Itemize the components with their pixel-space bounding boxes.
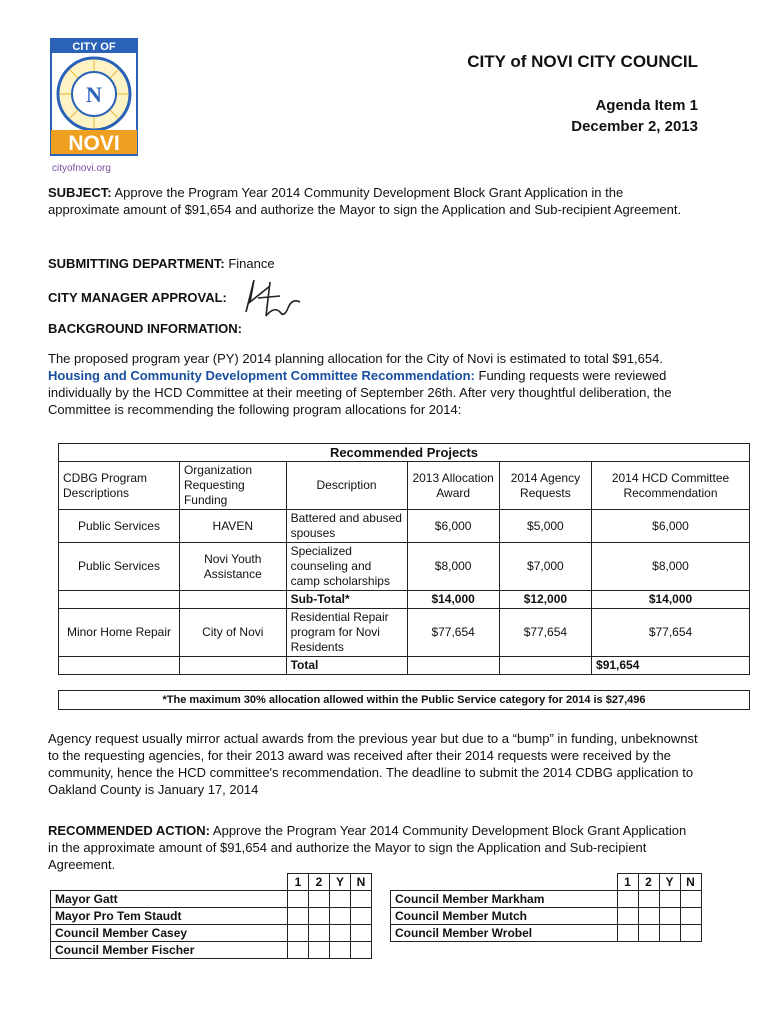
table-cell: $77,654 (407, 609, 499, 657)
table-cell: $8,000 (592, 543, 750, 591)
total-value: $91,654 (592, 657, 750, 675)
vote-table-right (390, 873, 702, 942)
table-cell: $8,000 (407, 543, 499, 591)
col-header: Organization Requesting Funding (179, 462, 286, 510)
col-header: 2014 HCD Committee Recommendation (592, 462, 750, 510)
agenda-date: December 2, 2013 (571, 118, 698, 135)
vote-row (51, 942, 372, 959)
table-cell: Public Services (59, 543, 180, 591)
submitting-label: SUBMITTING DEPARTMENT: (48, 256, 225, 271)
col-header: 2013 Allocation Award (407, 462, 499, 510)
table-cell: Battered and abused spouses (286, 510, 407, 543)
council-member-name: Council Member Mutch (391, 908, 618, 925)
col-header: 2014 Agency Requests (499, 462, 591, 510)
recommended-action (48, 822, 693, 873)
vote-row (51, 925, 372, 942)
total-label: Total (286, 657, 407, 675)
table-cell: Residential Repair program for Novi Residents (286, 609, 407, 657)
submitting-value: Finance (228, 256, 275, 271)
council-member-name: Council Member Markham (391, 891, 618, 908)
table-cell: City of Novi (179, 609, 286, 657)
col-header: CDBG Program Descriptions (59, 462, 180, 510)
logo-name: NOVI (68, 132, 120, 155)
table-title: Recommended Projects (59, 444, 750, 462)
subtotal-recommendation: $14,000 (592, 591, 750, 609)
recommended-label: RECOMMENDED ACTION: (48, 823, 211, 838)
logo-website: cityofnovi.org (52, 163, 111, 174)
subject-text: Approve the Program Year 2014 Community Development Block Grant Application in the approximate amount of $91,654 and authorize the Mayor to sign the Application and Sub-recipient Agreement. (48, 185, 682, 217)
table-cell: $6,000 (407, 510, 499, 543)
vote-header: 1 (617, 874, 638, 891)
agenda-block (571, 95, 698, 137)
background-label-row (48, 320, 698, 337)
svg-text:N: N (86, 82, 102, 107)
table-row (59, 543, 750, 591)
table-cell: Novi Youth Assistance (179, 543, 286, 591)
subtotal-2013: $14,000 (407, 591, 499, 609)
agency-request-paragraph: Agency request usually mirror actual awards from the previous year but due to a “bump” in funding, unbeknownst to the requesting agencies, for their 2013 award was received after their 2014 requests were received by the community, hence the HCD committee's recommendation. The deadline to submit the 2014 CDBG application to Oakland County is January 17, 2014 (48, 731, 698, 797)
background-text-2: Funding requests were reviewed individually by the HCD Committee at their meeting of September 26th. After very thoughtful deliberation, the Committee is recommending the following program allocations for 2014: (48, 368, 672, 417)
vote-row (51, 908, 372, 925)
table-cell: HAVEN (179, 510, 286, 543)
vote-row (391, 925, 702, 942)
city-manager-label: CITY MANAGER APPROVAL: (48, 290, 227, 305)
vote-header: Y (659, 874, 680, 891)
council-member-name: Council Member Fischer (51, 942, 288, 959)
agenda-item: Agenda Item 1 (595, 97, 698, 114)
logo-city-of: CITY OF (72, 41, 116, 53)
table-cell: Specialized counseling and camp scholarships (286, 543, 407, 591)
vote-row (391, 908, 702, 925)
subtotal-label: Sub-Total* (286, 591, 407, 609)
vote-header: 2 (309, 874, 330, 891)
background-text-1: The proposed program year (PY) 2014 planning allocation for the City of Novi is estimated to total $91,654. (48, 351, 663, 366)
subtotal-requests: $12,000 (499, 591, 591, 609)
table-cell: $7,000 (499, 543, 591, 591)
city-manager-approval (48, 289, 698, 306)
table-cell: $6,000 (592, 510, 750, 543)
table-row (59, 510, 750, 543)
vote-header: N (351, 874, 372, 891)
submitting-department (48, 255, 698, 272)
table-header-row (59, 462, 750, 510)
vote-row (391, 891, 702, 908)
total-row (59, 657, 750, 675)
table-cell: $77,654 (592, 609, 750, 657)
public-service-cap-note: *The maximum 30% allocation allowed within the Public Service category for 2014 is $27,496 (58, 690, 750, 710)
vote-header: N (680, 874, 701, 891)
recommended-text: Approve the Program Year 2014 Community Development Block Grant Application in the approximate amount of $91,654 and authorize the Mayor to sign the Application and Sub-recipient Agreement. (48, 823, 687, 872)
subject-label: SUBJECT: (48, 185, 112, 200)
subtotal-row (59, 591, 750, 609)
vote-header: Y (330, 874, 351, 891)
council-member-name: Council Member Casey (51, 925, 288, 942)
council-member-name: Mayor Gatt (51, 891, 288, 908)
table-cell: $5,000 (499, 510, 591, 543)
table-title-row (59, 444, 750, 462)
page-title: CITY of NOVI CITY COUNCIL (467, 52, 698, 71)
table-cell: Minor Home Repair (59, 609, 180, 657)
council-member-name: Council Member Wrobel (391, 925, 618, 942)
background-paragraph (48, 350, 693, 418)
background-label: BACKGROUND INFORMATION: (48, 321, 243, 336)
city-of-novi-logo (50, 38, 138, 156)
table-cell: $77,654 (499, 609, 591, 657)
table-row (59, 609, 750, 657)
allocation-table (58, 443, 750, 675)
vote-header: 2 (638, 874, 659, 891)
council-member-name: Mayor Pro Tem Staudt (51, 908, 288, 925)
manager-signature (240, 272, 310, 324)
table-cell: Public Services (59, 510, 180, 543)
col-header: Description (286, 462, 407, 510)
vote-table-left (50, 873, 372, 959)
vote-row (51, 891, 372, 908)
subject-paragraph (48, 184, 698, 218)
vote-header: 1 (288, 874, 309, 891)
hcd-recommendation-heading: Housing and Community Development Committee Recommendation: (48, 368, 475, 383)
